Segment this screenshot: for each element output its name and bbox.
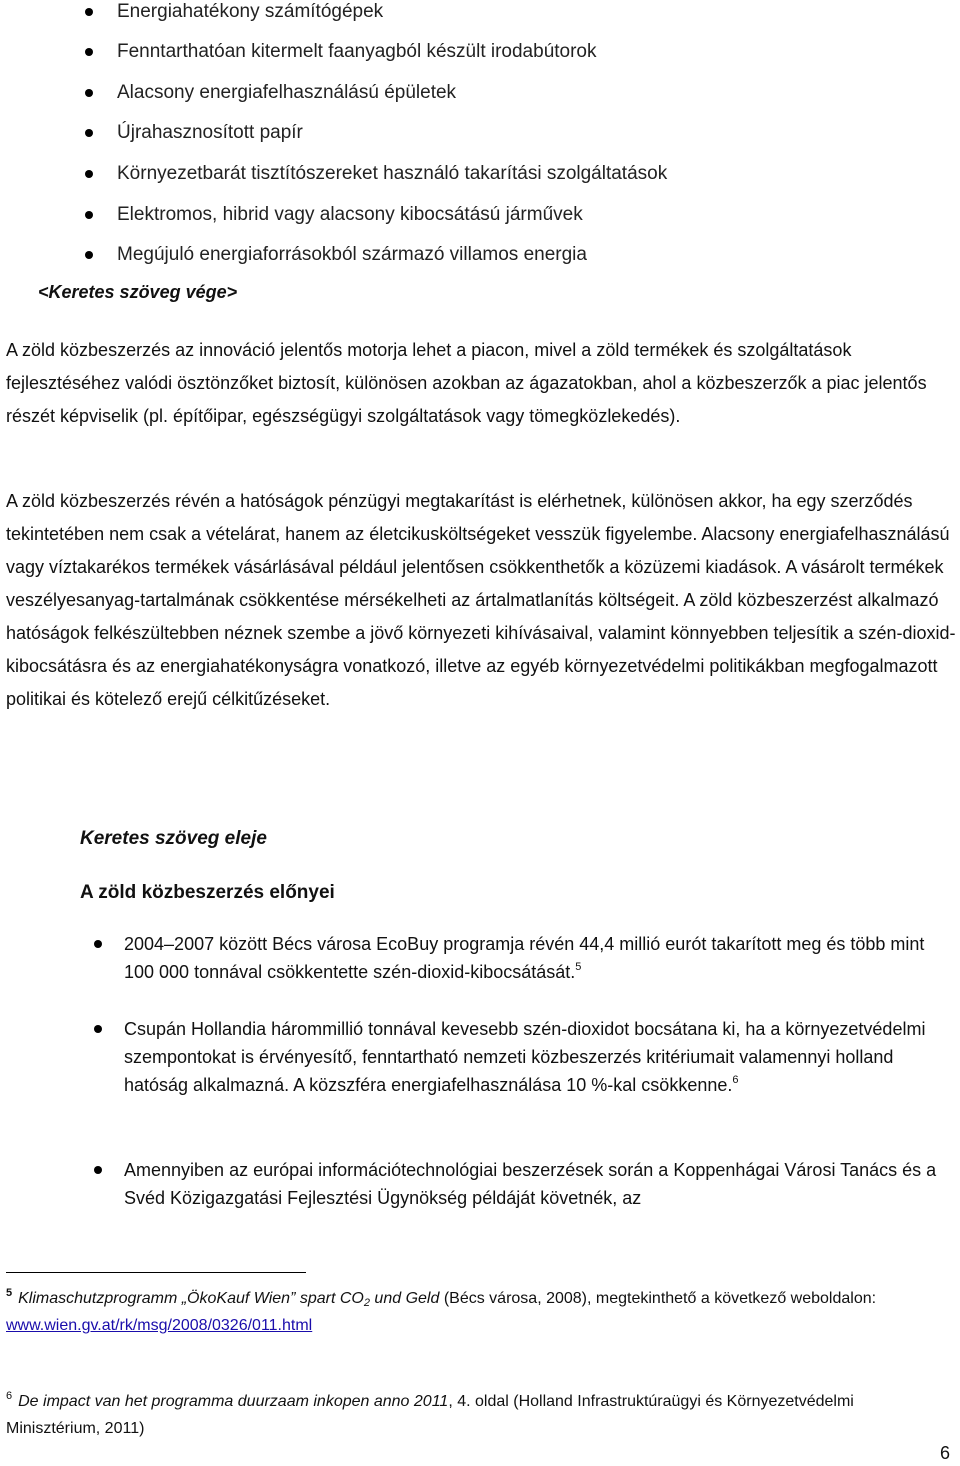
footnote-number: 6 — [6, 1390, 13, 1402]
list-item — [124, 1015, 954, 1099]
list-item: Újrahasznosított papír — [117, 122, 303, 143]
footnote-ref[interactable]: 5 — [575, 961, 582, 973]
section-heading: A zöld közbeszerzés előnyei — [80, 882, 335, 903]
list-item: Megújuló energiaforrásokból származó villamos energia — [117, 244, 587, 265]
paragraph-innovation: A zöld közbeszerzés az innováció jelentős motorja lehet a piacon, mivel a zöld termékek és szolgáltatások fejlesztéséhez valódi ösztönzőket biztosít, különösen azokban az ágazatokban, ahol a közbeszerzők a piac jelentős részét képviselik (pl. építőipar, egészségügyi szolgáltatások vagy tömegközlekedés). — [6, 340, 927, 426]
list-item — [124, 1156, 954, 1212]
footnote-separator — [6, 1272, 306, 1273]
benefit-text: Csupán Hollandia hárommillió tonnával kevesebb szén-dioxidot bocsátana ki, ha a környezetvédelmi szempontokat is érvényesítő, fenntartható nemzeti közbeszerzés kritériumait valamennyi holland hatóság alkalmazná. A közszféra energiafelhasználása 10 %-kal csökkenne. — [124, 1019, 926, 1095]
benefit-text: Amennyiben az európai információtechnológiai beszerzések során a Koppenhágai Városi Tanács és a Svéd Közigazgatási Fejlesztési Ügynökség példáját követnék, az — [124, 1160, 937, 1208]
page-number: 6 — [939, 1443, 950, 1463]
list-item: Elektromos, hibrid vagy alacsony kibocsátású járművek — [117, 204, 583, 225]
footnote-text: , 4. oldal (Holland Infrastruktúraügyi és Környezetvédelmi Minisztérium, 2011) — [6, 1393, 854, 1437]
footnote-5 — [6, 1285, 951, 1339]
benefit-text: 2004–2007 között Bécs városa EcoBuy programja révén 44,4 millió eurót takarított meg és több mint 100 000 tonnával csökkentette szén-dioxid-kibocsátását. — [124, 934, 925, 982]
footnote-link[interactable]: www.wien.gv.at/rk/msg/2008/0326/011.html — [6, 1317, 313, 1334]
box-end-marker: <Keretes szöveg vége> — [38, 282, 238, 302]
list-item: Alacsony energiafelhasználású épületek — [117, 82, 457, 103]
paragraph-savings: A zöld közbeszerzés révén a hatóságok pénzügyi megtakarítást is elérhetnek, különösen akkor, ha egy szerződés tekintetében nem csak a vételárat, hanem az életcikusköltségeket vesszük figyelembe. Alacsony energiafelhasználású vagy víztakarékos termékek vásárlásával például jelentősen csökkenthetők a közüzemi kiadások. A vásárolt termékek veszélyesanyag-tartalmának csökkentése mérsékelheti az ártalmatlanítás költségeit. A zöld közbeszerzést alkalmazó hatóságok felkészültebben néznek szembe a jövő környezeti kihívásaival, valamint könnyebben teljesítik a szén-dioxid-kibocsátásra és az energiahatékonyságra vonatkozó, illetve az egyéb környezetvédelmi politikákban megfogalmazott politikai és kötelező erejű célkitűzéseket. — [6, 491, 956, 709]
box-start-marker: Keretes szöveg eleje — [80, 828, 267, 849]
list-item: Fenntarthatóan kitermelt faanyagból készült irodabútorok — [117, 41, 597, 62]
footnote-ref[interactable]: 6 — [732, 1074, 739, 1086]
list-item: Energiahatékony számítógépek — [117, 1, 384, 22]
footnote-title: Klimaschutzprogramm „ÖkoKauf Wien” spart $CO_2$ und Geld — [18, 1290, 440, 1309]
footnote-text: (Bécs városa, 2008), megtekinthető a következő weboldalon: — [439, 1290, 877, 1307]
footnote-title: De impact van het programma duurzaam inkopen anno 2011 — [18, 1393, 449, 1410]
footnote-number: 5 — [6, 1287, 13, 1299]
list-item — [124, 930, 954, 986]
footnote-6 — [6, 1388, 951, 1442]
list-item: Környezetbarát tisztítószereket használó takarítási szolgáltatások — [117, 163, 668, 184]
